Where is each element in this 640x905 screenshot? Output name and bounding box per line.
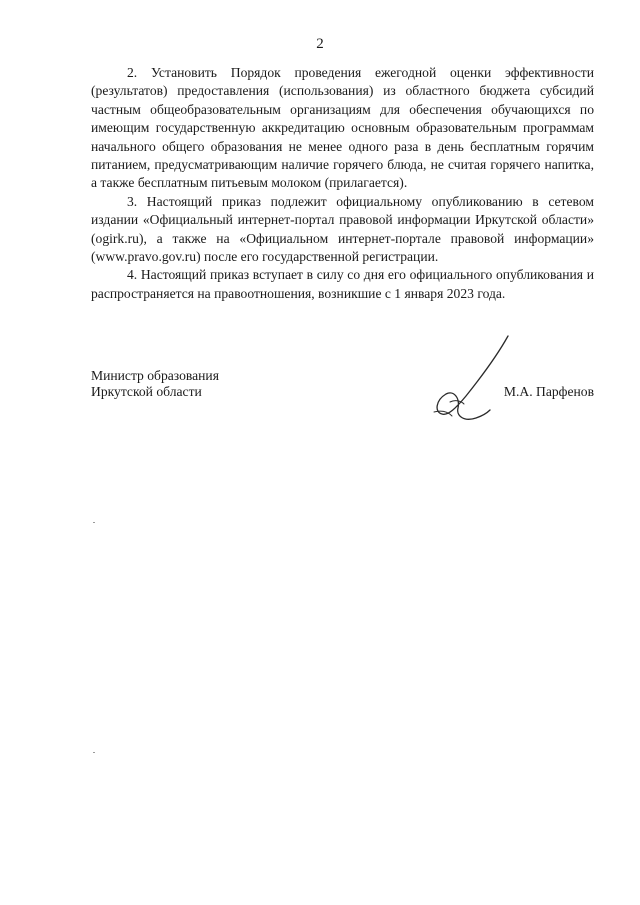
page-number: 2 xyxy=(316,36,324,52)
paragraph-2: 2. Установить Порядок проведения ежегодной оценки эффективности (результатов) предоставления (использования) из областного бюджета субсидий частным общеобразовательным организациям для обеспечения обучающихся по имеющим государственную аккредитацию основным образовательным программам начального общего образования не менее одного раза в день бесплатным горячим питанием, предусматривающим наличие горячего блюда, не считая горячего напитка, а также бесплатным питьевым молоком (прилагается). xyxy=(91,65,594,191)
signer-name: М.А. Парфенов xyxy=(503,384,594,399)
paragraph-4: 4. Настоящий приказ вступает в силу со дня его официального опубликования и распространяется на правоотношения, возникшие с 1 января 2023 года. xyxy=(91,267,594,301)
handwritten-signature-icon xyxy=(420,330,520,430)
signer-position-line-2: Иркутской области xyxy=(91,384,202,399)
signer-position xyxy=(91,368,219,400)
signer-position-line-1: Министр образования xyxy=(91,368,219,383)
order-body xyxy=(91,64,594,303)
scan-speck xyxy=(93,752,95,753)
scan-speck xyxy=(93,522,95,523)
paragraph-3: 3. Настоящий приказ подлежит официальному опубликованию в сетевом издании «Официальный интернет-портал правовой информации Иркутской области» (ogirk.ru), а также на «Официальном интернет-портале правовой информации» (www.pravo.gov.ru) после его государственной регистрации. xyxy=(91,193,594,265)
